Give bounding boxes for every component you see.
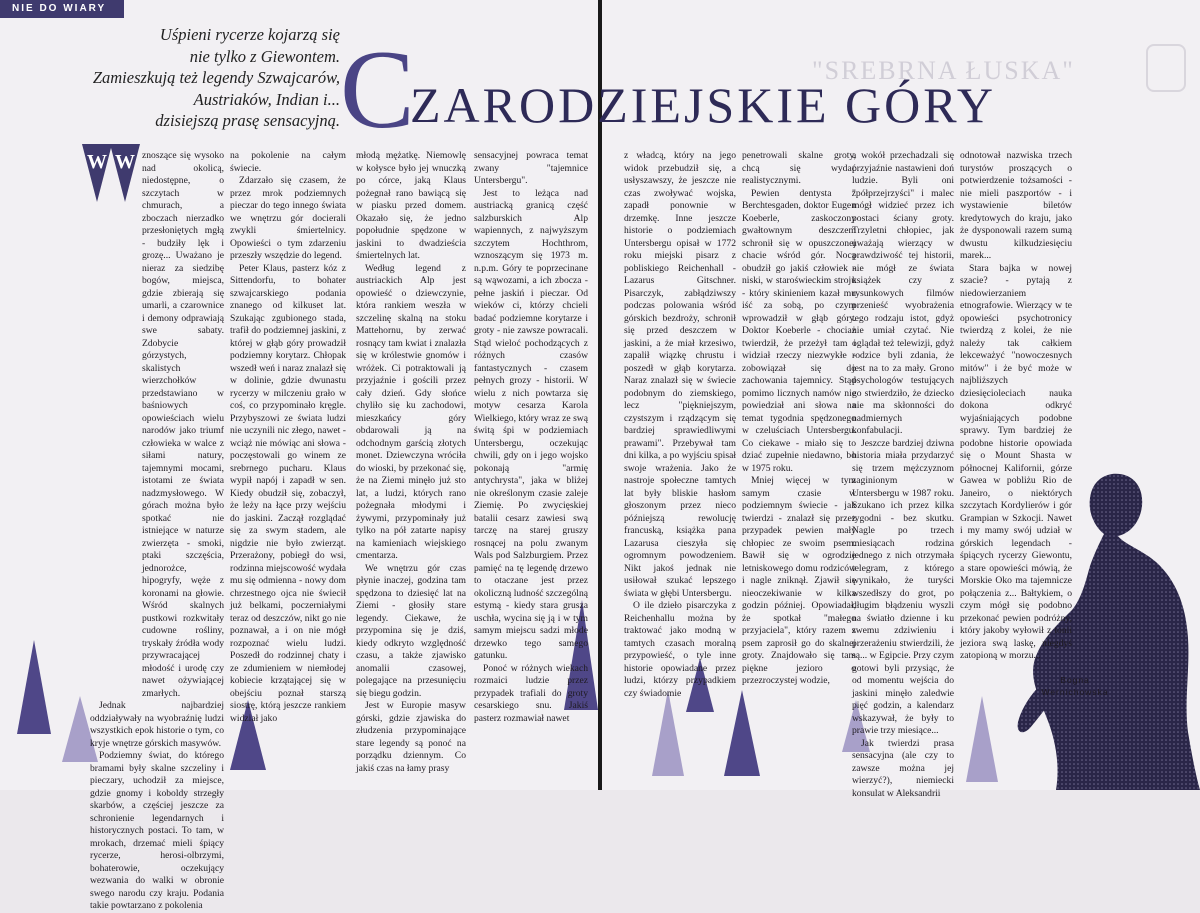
lede-line: Zamieszkują też legendy Szwajcarów, [92, 68, 340, 87]
paragraph: O ile dzieło pisarczyka z Reichenhallu można by traktować jako modną w tamtych czasach moralną przypowieść, o tyle inne historie opowiadane przez ludzi, którzy przypadkiem czy świadomie [624, 600, 736, 699]
background-stamp [1146, 44, 1186, 92]
paragraph: sensacyjnej powraca temat zwany "tajemnice Untersbergu". [474, 150, 588, 186]
paragraph: Podziemny świat, do którego bramami były skalne szczeliny i pieczary, uchodził za miejsce, gdzie gnomy i koboldy strzegły skarbów, a częściej jeszcze za schronienie legendarnych i historycznych postaci. To tam, w mrokach, drzemać mieli śpiący rycerze, herosi-olbrzymi, bohaterowie, oczekujący wezwania do walki w obronie swego narodu czy kraju. Podania takie powtarzano z pokolenia [90, 750, 224, 911]
lede-line: Austriaków, Indian i... [193, 89, 340, 109]
article-title [340, 28, 1110, 152]
drop-cap-glyph: W [115, 151, 135, 173]
paragraph: na pokolenie na całym świecie. [230, 150, 346, 174]
background-watermark-text: "SREBRNA ŁUSKA" [812, 56, 1075, 85]
paragraph: Jeszcze bardziej dziwna historia miała przydarzyć się trzem mężczyznom zaginionym w Untersbergu w 1987 roku. Szukano ich przez kilka tygodni - bez skutku. Nagle po trzech miesiącach rodzina jednego z nich otrzymała telegram, z którego wynikało, że turyści wszedłszy do grot, po długim błądzeniu wyszli na światło dzienne i ku swemu zdziwieniu i przerażeniu stwierdzili, że są... w Egipcie. Przy czym gotowi byli przysiąc, że od momentu wejścia do jaskini minęło zaledwie pięć godzin, a kalendarz wskazywał, że były to prawie trzy miesiące... [852, 437, 954, 736]
paragraph: Ponoć w różnych wiekach rozmaici ludzie przez przypadek trafiali do groty cesarskiego snu. Jakiś pasterz rozmawiał nawet [474, 662, 588, 724]
article-column-8 [960, 150, 1072, 663]
article-column-6 [742, 150, 856, 688]
paragraph: Jak twierdzi prasa sensacyjna (ale czy to zawsze można jej wierzyć?), niemiecki konsulat w Aleksandrii [852, 737, 954, 799]
triangle-shape [17, 640, 51, 734]
title-initial-letter: C [340, 28, 415, 152]
paragraph: Jednak najbardziej oddziaływały na wyobraźnię ludzi wszystkich epok historie o tym, co kryje wnętrze górskich masywów. [90, 700, 224, 749]
author-first-name: Bogna [1060, 675, 1090, 685]
title-text: ZARODZIEJSKIE GÓRY [410, 77, 996, 133]
paragraph: odnotował nazwiska trzech turystów proszących o potwierdzenie tożsamości - nie mieli paszportów - i wystawienie biletów kredytowych do kraju, jako że dysponowali razem sumą dwustu kilkudziesięciu marek... [960, 150, 1072, 261]
author-last-name: Wernichowska [1041, 687, 1109, 697]
triangle-shape [652, 690, 684, 776]
paragraph: a wokół przechadzali się przyjaźnie nastawieni doń ludzie. Byli oni "półprzejrzyści" i malec mógł widzieć przez ich postaci ściany groty. Trzyletni chłopiec, jak uważają wierzący w prawdziwość tej historii, nie mógł ze świata książek czy z rysunkowych filmów przenieść wyobrażenia tego rodzaju istot, gdyż nie umiał czytać. Nie oglądał też telewizji, gdyż rodzice byli zdania, że jest na to za mały. Grono psychologów testujących go stwierdziło, że dziecko nie ma skłonności do nadmiernych konfabulacji. [852, 150, 954, 436]
lede-intro [40, 24, 340, 132]
paragraph: Peter Klaus, pasterz kóz z Sittendorfu, to bohater szwajcarskiego podania znanego od kilkuset lat. Szukając zgubionego stada, trafił do podziemnej jaskini, z której w głąb góry prowadził podziemny korytarz. Chłopak wszedł weń i naraz znalazł się w dolinie, gdzie dwunastu rycerzy w milczeniu grało w coś, co przypominało kręgle. Przybyszowi ze świata ludzi nie uczynili nic złego, nawet - wciąż nie mówiąc ani słowa - poczęstowali go winem ze srebrnego pucharu. Klaus wypił napój i zapadł w sen. Kiedy obudził się, zobaczył, że leży na łące przy wejściu do jaskini. Zaczął rozglądać się za swym stadem, ale nigdzie nie było zwierząt. Przerażony, pobiegł do wsi, rodzinna miejscowość wydała mu się odmienna - nowy dom chrzestnego ojca nie świecił już belkami, poczerniałymi teraz od deszczów, nikt go nie poznawał, a i on nie mógł rozpoznać wielu ludzi. Poszedł do rodzinnej chaty i ze zdumieniem w niemłodej kobiecie krzątającej się w obejściu poznał starszą siostrę, którą jeszcze rankiem widział jako [230, 262, 346, 724]
paragraph: We wnętrzu gór czas płynie inaczej, godzina tam spędzona to dziesięć lat na Ziemi - głosiły stare legendy. Ciekawe, że przypomina się je dziś, kiedy odkryto względność czasu, a także zjawisko anomalii czasowej, polegające na przesunięciu się biegu godzin. [356, 562, 466, 699]
paragraph: młodą mężatkę. Niemowlę w kołysce było jej wnuczką po córce, jaką Klaus pożegnał rano bawiącą się w piasku przed domem. Okazało się, że jedno popołudnie spędzone w jaskini to dwadzieścia śmiertelnych lat. [356, 150, 466, 261]
paragraph: Mniej więcej w tym samym czasie w podziemnym świecie - jak twierdzi - znalazł się przez przypadek pewien mały chłopiec ze swoim psem. Bawił się w ogrodzie letniskowego domu rodziców i nagle zniknął. Zjawił się nieoczekiwanie w kilka godzin później. Opowiadał, że spotkał "małego przyjaciela", który razem z psem zaprosił go do skalnej groty. Znajdowało się tam piękne jezioro o przezroczystej wodzie, [742, 475, 856, 686]
lede-line: dzisiejszą prasę sensacyjną. [155, 111, 340, 130]
article-column-4 [474, 150, 588, 725]
paragraph: z władcą, który na jego widok przebudził się, a usłyszawszy, że jeszcze nie czas zwoływać wojska, zapadł ponownie w drzemkę. Inne jeszcze historie o podziemiach Untersbergu opisał w 1772 roku miejski pisarz z pobliskiego Reichenhall - Lazarus Gitschner. Pisarczyk, zabłądziwszy podczas polowania wśród górskich bezdroży, schronił się przed deszczem w jaskini, a że miał krzesiwo, zapalił wiązkę chrustu i poszedł w głąb korytarza. Naraz znalazł się w świecie podobnym do ziemskiego, lecz "piękniejszym, czystszym i rządzącym się bardziej sprawiedliwymi prawami". Przebywał tam dni kilka, a po wyjściu spisał swoje wrażenia. Jako że nastroje społeczne tamtych lat były bliskie hasłom głoszonym przez nieco późniejszą rewolucję francuską, książka pana Lazarusa cieszyła się ogromnym powodzeniem. Nikt jakoś jednak nie usiłował szukać lepszego świata w głębi Untersbergu. [624, 150, 736, 599]
article-column-5 [624, 150, 736, 700]
author-byline [1010, 674, 1140, 698]
paragraph: Pewien dentysta z Berchtesgaden, doktor Eugen Koeberle, zaskoczony gwałtownym deszczem schronił się w opuszczonej chacie wśród gór. Nocą obudził go jakiś człowiek - niski, w staroświeckim stroju - który skinieniem kazał mu iść za sobą, po czym wprowadził w głąb góry. Doktor Koeberle - chociaż twierdził, że przeżył tam i widział rzeczy niezwykłe - zobowiązał się do zachowania tajemnicy. Stąd pomimo licznych namów nie powiedział ani słowa na temat tygodnia spędzonego w czeluściach Untersbergu. Co ciekawe - miało się to dziać zupełnie niedawno, bo w 1975 roku. [742, 187, 856, 474]
section-label: NIE DO WIARY [0, 0, 124, 18]
paragraph: znoszące się wysoko nad okolicą, niedostępne, o szczytach w chmurach, a zboczach nierzadko przesłoniętych mgłą - budziły lęk i grozę... Uważano je nieraz za siedzibę bogów, miejsca, gdzie zbierają się umarli, a czarownice i demony odprawiają swe sabaty. Zdobycie górzystych, skalistych wierzchołków przedstawiano w baśniowych opowieściach wielu narodów jako triumf człowieka w walce z siłami natury, tajemnymi mocami, istotami ze świata nadzmysłowego. W górach można było spotkać nie istniejące w naturze zwierzęta - smoki, ptaki szczęścia, jednorożce, hipogryfy, węże z koronami na głowie. Wśród skalnych pustkowi rozkwitały cudowne rośliny, tryskały źródła wody przywracającej młodość i urodę czy nawet ożywiającej zmarłych. [142, 150, 224, 699]
article-column-7 [852, 150, 954, 800]
triangle-shape [724, 690, 760, 776]
triangle-shape [966, 696, 998, 782]
article-column-3 [356, 150, 466, 775]
drop-cap-glyph: W [87, 151, 107, 173]
paragraph: Według legend z austriackich Alp jest opowieść o dziewczynie, która rankiem weszła w szczelinę skalną na stoku Mattehornu, by zerwać rosnący tam kwiat i znalazła się w królestwie gnomów i wróżek. Ci potraktowali ją przyjaźnie i gościli przez cały dzień. Gdy słońce chyliło się ku zachodowi, mieszkańcy góry obdarowali ją na odchodnym garścią złotych monet. Dziewczyna wróciła do wioski, by przekonać się, że na Ziemi minęło już sto lat, a ludzi, których rano pożegnała młodymi i żywymi, przypominały już tylko na pół zatarte napisy na kamieniach wiejskiego cmentarza. [356, 262, 466, 561]
lede-line: Uśpieni rycerze kojarzą się [159, 25, 340, 44]
article-column-1 [90, 150, 224, 913]
lede-line: nie tylko z Giewontem. [189, 46, 340, 66]
paragraph: penetrowali skalne groty, chcą się wydać realistycznymi. [742, 150, 856, 186]
paragraph: Jest w Europie masyw górski, gdzie zjawiska do złudzenia przypominające stare legendy są ponoć na porządku dziennym. Co jakiś czas na łamy prasy [356, 700, 466, 774]
article-column-2 [230, 150, 346, 725]
paragraph: Jest to leżąca nad austriacką granicą część salzburskich Alp wapiennych, z najwyższym szczytem Hochthrom, wznoszącym się 1973 m. n.p.m. Góry te poprzecinane są wąwozami, a ich zbocza - pełne jaskiń i pieczar. Od wieków ci, którzy chcieli badać podziemne korytarze i groty - nie zawsze powracali. Stąd wieloć pochodzących z różnych czasów fantastycznych - czasem pełnych grozy - historii. W wielu z nich powtarza się motyw cesarza Karola Wielkiego, który wraz ze swą świtą śpi w podziemiach Untersbergu, oczekując chwili, gdy on i jego wojsko pokonają "armię antychrysta", jaka w bliżej nie określonym czasie zaleje Ziemię. Po zwycięskiej batalii cesarz zawiesi swą tarczę na starej gruszy rosnącej na polu zwanym Wals pod Salzburgiem. Przez pamięć na tę legendę drzewo to otaczane jest przez okoliczną ludność szczególną estymą - kiedy stara grusza uschła, wycina się ją i w tym samym miejscu sadzi młode drzewko tego samego gatunku. [474, 187, 589, 661]
paragraph: Stara bajka w nowej szacie? - pytają z niedowierzaniem etnografowie. Wierzący w te opowieści psychotronicy twierdzą z kolei, że nie należy tak całkiem lekceważyć "nowoczesnych mitów" i że być może w najbliższych dziesięcioleciach nauka dokona odkryć wyjaśniających podobne sprawy. Tym bardziej że podobne historie opowiada się o Mount Shasta w północnej Kalifornii, górze Gawea w pobliżu Rio de Janeiro, o niektórych szczytach Kordylierów i gór Grampian w Szkocji. Nawet i my mamy swój udział w górskich legendach - śpiących rycerzy Giewontu, a stare opowieści mówią, że Morskie Oko ma tajemnicze połączenia z... Bałtykiem, o czym mógł się podobno przekonać pewien podróżny, który jakoby wyłowił z tonii jeziora swą laskę, niegdyś zatopioną w morzu... [960, 262, 1072, 661]
paragraph: Zdarzało się czasem, że przez mrok podziemnych pieczar do tego innego świata we wnętrzu gór docierali zwykli śmiertelnicy. Opowieści o tym zdarzeniu przeszły wszędzie do legend. [230, 175, 346, 261]
